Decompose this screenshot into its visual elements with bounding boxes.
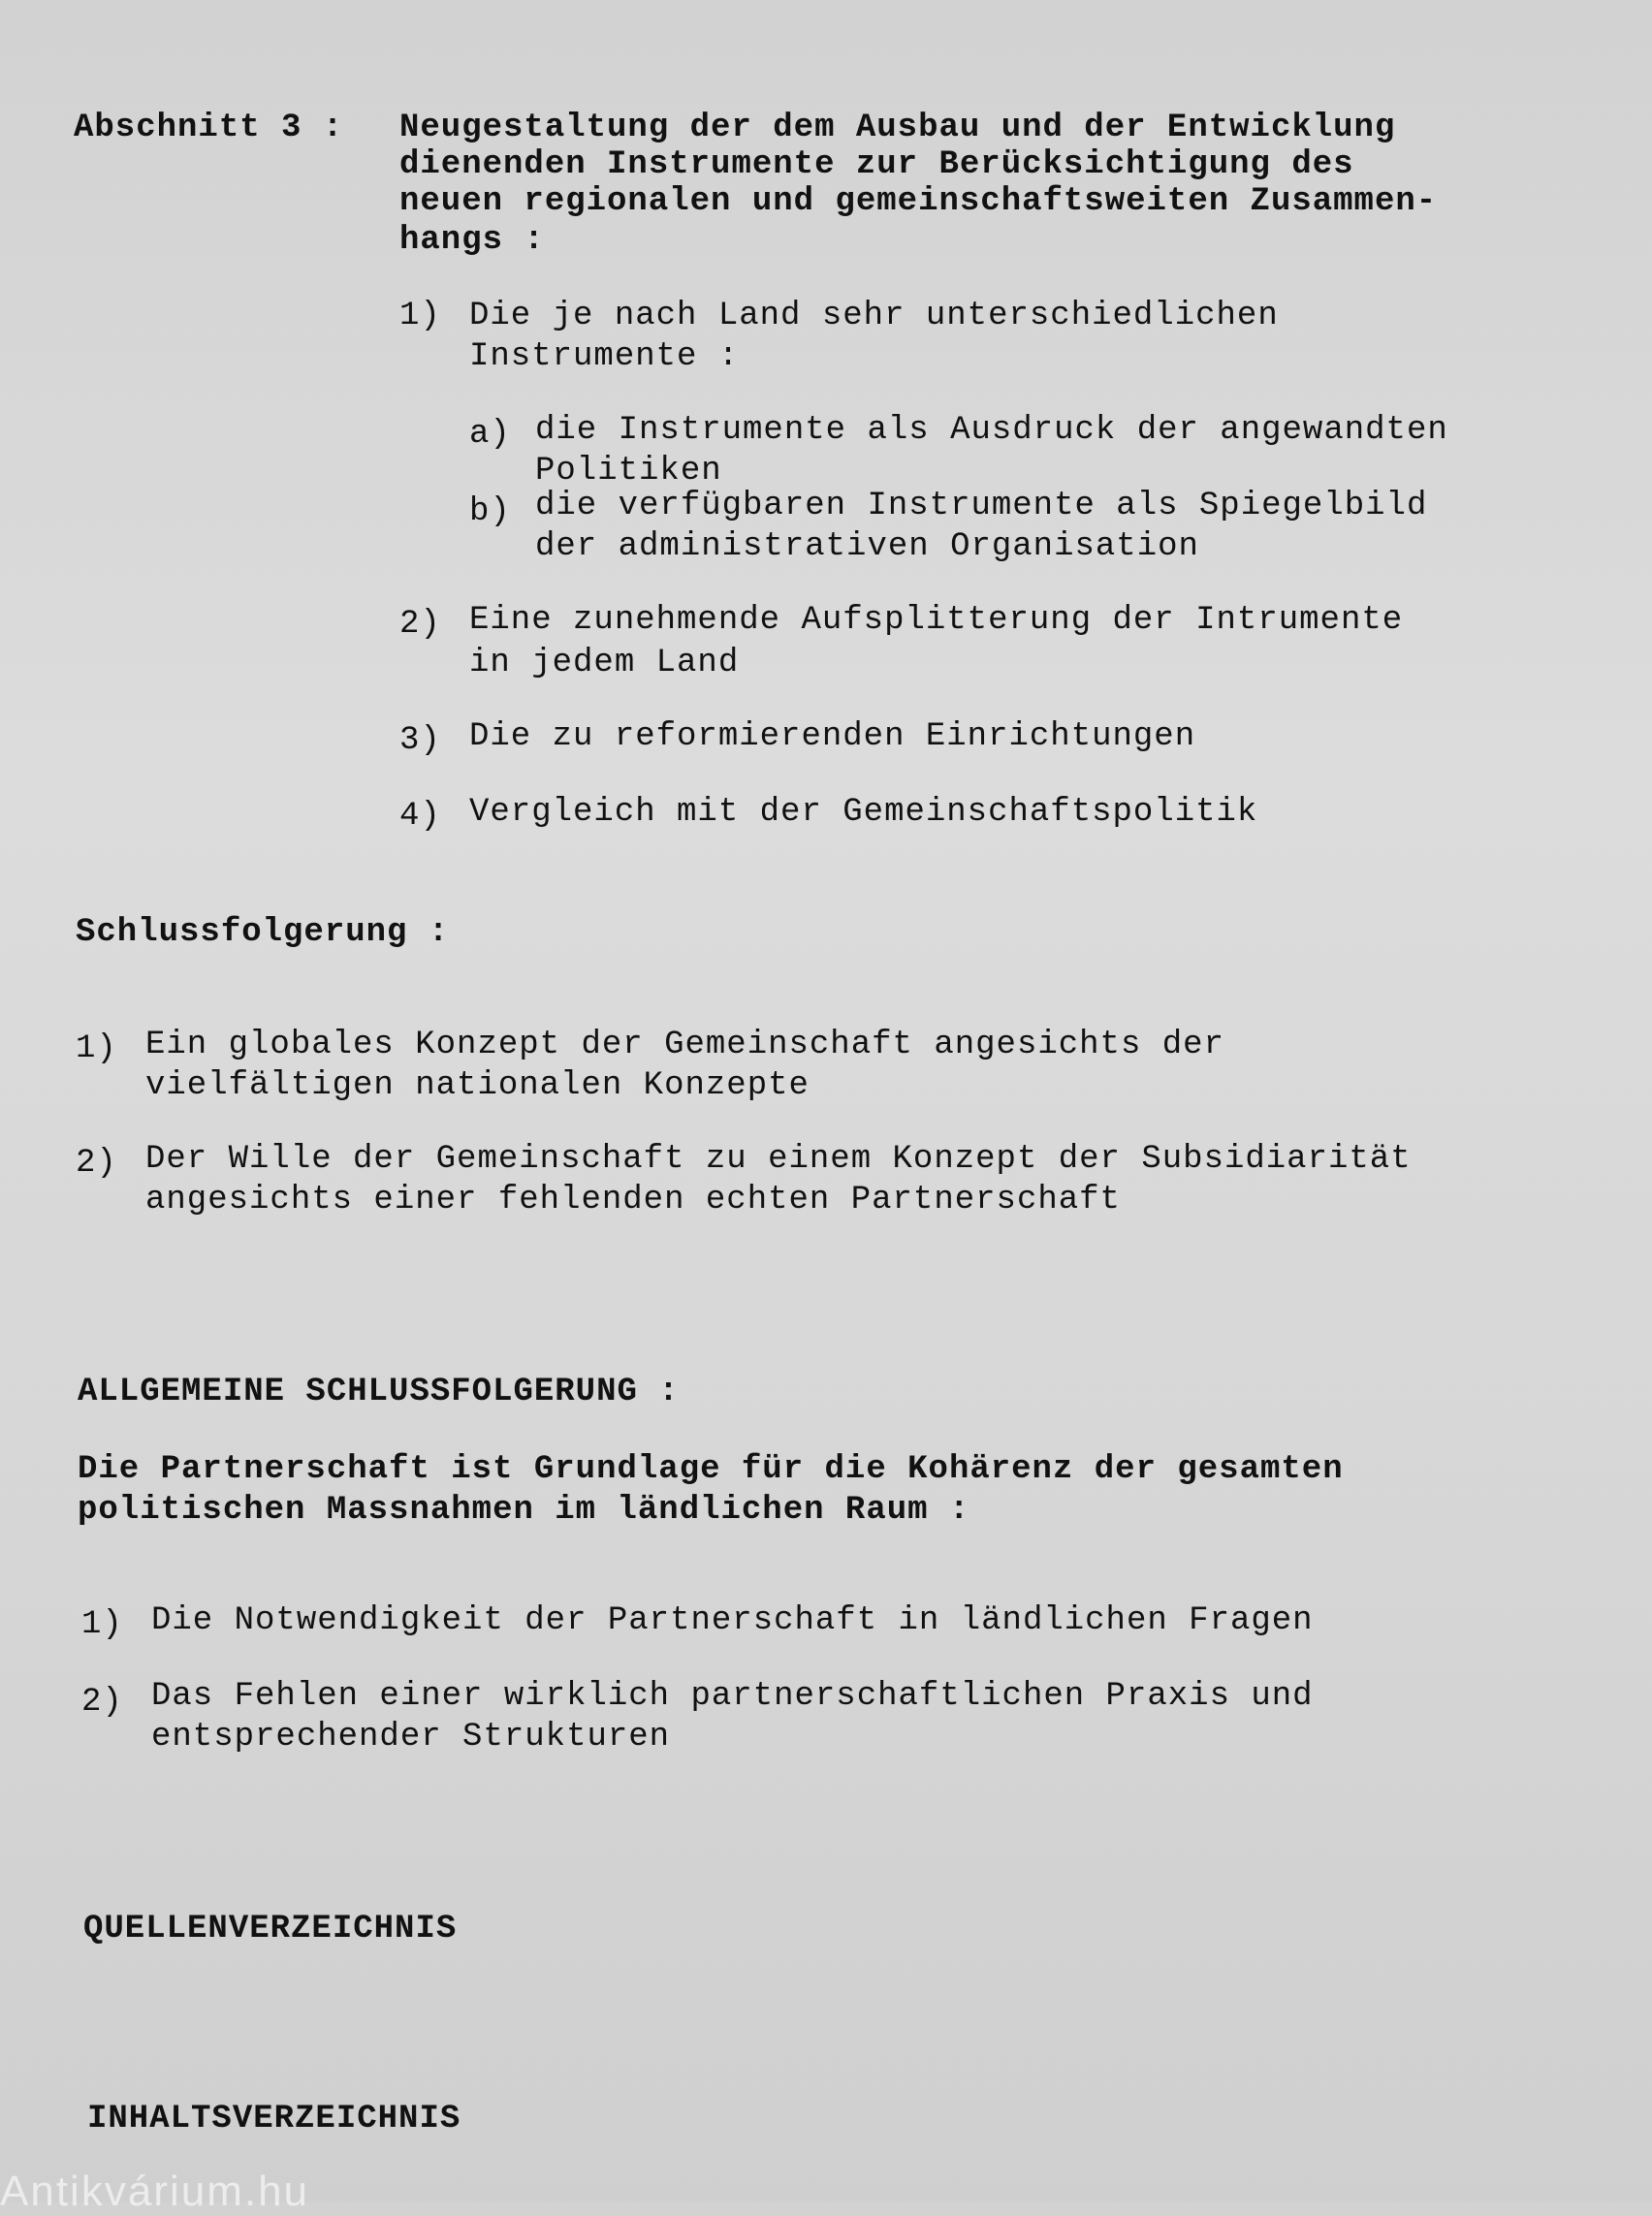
item-text: Ein globales Konzept der Gemeinschaft angesichts der [145, 1027, 1224, 1063]
contents-heading: INHALTSVERZEICHNIS [87, 2101, 461, 2137]
item-number: 1) [76, 1030, 117, 1067]
item-text: Das Fehlen einer wirklich partnerschaftlichen Praxis und [151, 1678, 1314, 1715]
item-text: Vergleich mit der Gemeinschaftspolitik [469, 794, 1258, 831]
conclusion-heading: Schlussfolgerung : [76, 914, 450, 951]
section-title-line-2: dienenden Instrumente zur Berücksichtigung des [399, 146, 1354, 183]
item-text: Die Notwendigkeit der Partnerschaft in ländlichen Fragen [151, 1602, 1314, 1639]
general-conclusion-statement: politischen Massnahmen im ländlichen Raum : [78, 1492, 970, 1529]
section-title-line-1: Neugestaltung der dem Ausbau und der Entwicklung [399, 110, 1396, 146]
watermark: Antikvárium.hu [0, 2168, 310, 2215]
item-number: 2) [76, 1145, 117, 1182]
general-conclusion-statement: Die Partnerschaft ist Grundlage für die Kohärenz der gesamten [78, 1451, 1344, 1488]
subitem-text: die verfügbaren Instrumente als Spiegelbild [535, 488, 1428, 524]
subitem-letter: a) [469, 416, 511, 453]
subitem-text: der administrativen Organisation [535, 528, 1199, 565]
subitem-text: die Instrumente als Ausdruck der angewandten [535, 412, 1448, 449]
item-number: 4) [399, 798, 441, 835]
item-text: Instrumente : [469, 338, 740, 375]
general-conclusion-heading: ALLGEMEINE SCHLUSSFOLGERUNG : [78, 1374, 680, 1410]
item-text: vielfältigen nationalen Konzepte [145, 1067, 810, 1104]
item-text: in jedem Land [469, 645, 740, 681]
item-number: 1) [81, 1606, 123, 1643]
item-number: 1) [399, 298, 441, 334]
item-text: angesichts einer fehlenden echten Partnerschaft [145, 1182, 1121, 1219]
item-number: 2) [81, 1684, 123, 1721]
item-number: 3) [399, 722, 441, 759]
section-title-line-4: hangs : [399, 222, 545, 259]
subitem-text: Politiken [535, 453, 722, 490]
item-text: entsprechender Strukturen [151, 1719, 671, 1756]
item-text: Der Wille der Gemeinschaft zu einem Konzept der Subsidiarität [145, 1141, 1412, 1178]
section-title-line-3: neuen regionalen und gemeinschaftsweiten Zusammen- [399, 183, 1438, 220]
item-number: 2) [399, 606, 441, 643]
item-text: Die je nach Land sehr unterschiedlichen [469, 298, 1279, 334]
section-label: Abschnitt 3 : [74, 110, 344, 146]
item-text: Die zu reformierenden Einrichtungen [469, 718, 1196, 755]
item-text: Eine zunehmende Aufsplitterung der Intrumente [469, 602, 1404, 639]
subitem-letter: b) [469, 493, 511, 530]
sources-heading: QUELLENVERZEICHNIS [83, 1911, 458, 1947]
